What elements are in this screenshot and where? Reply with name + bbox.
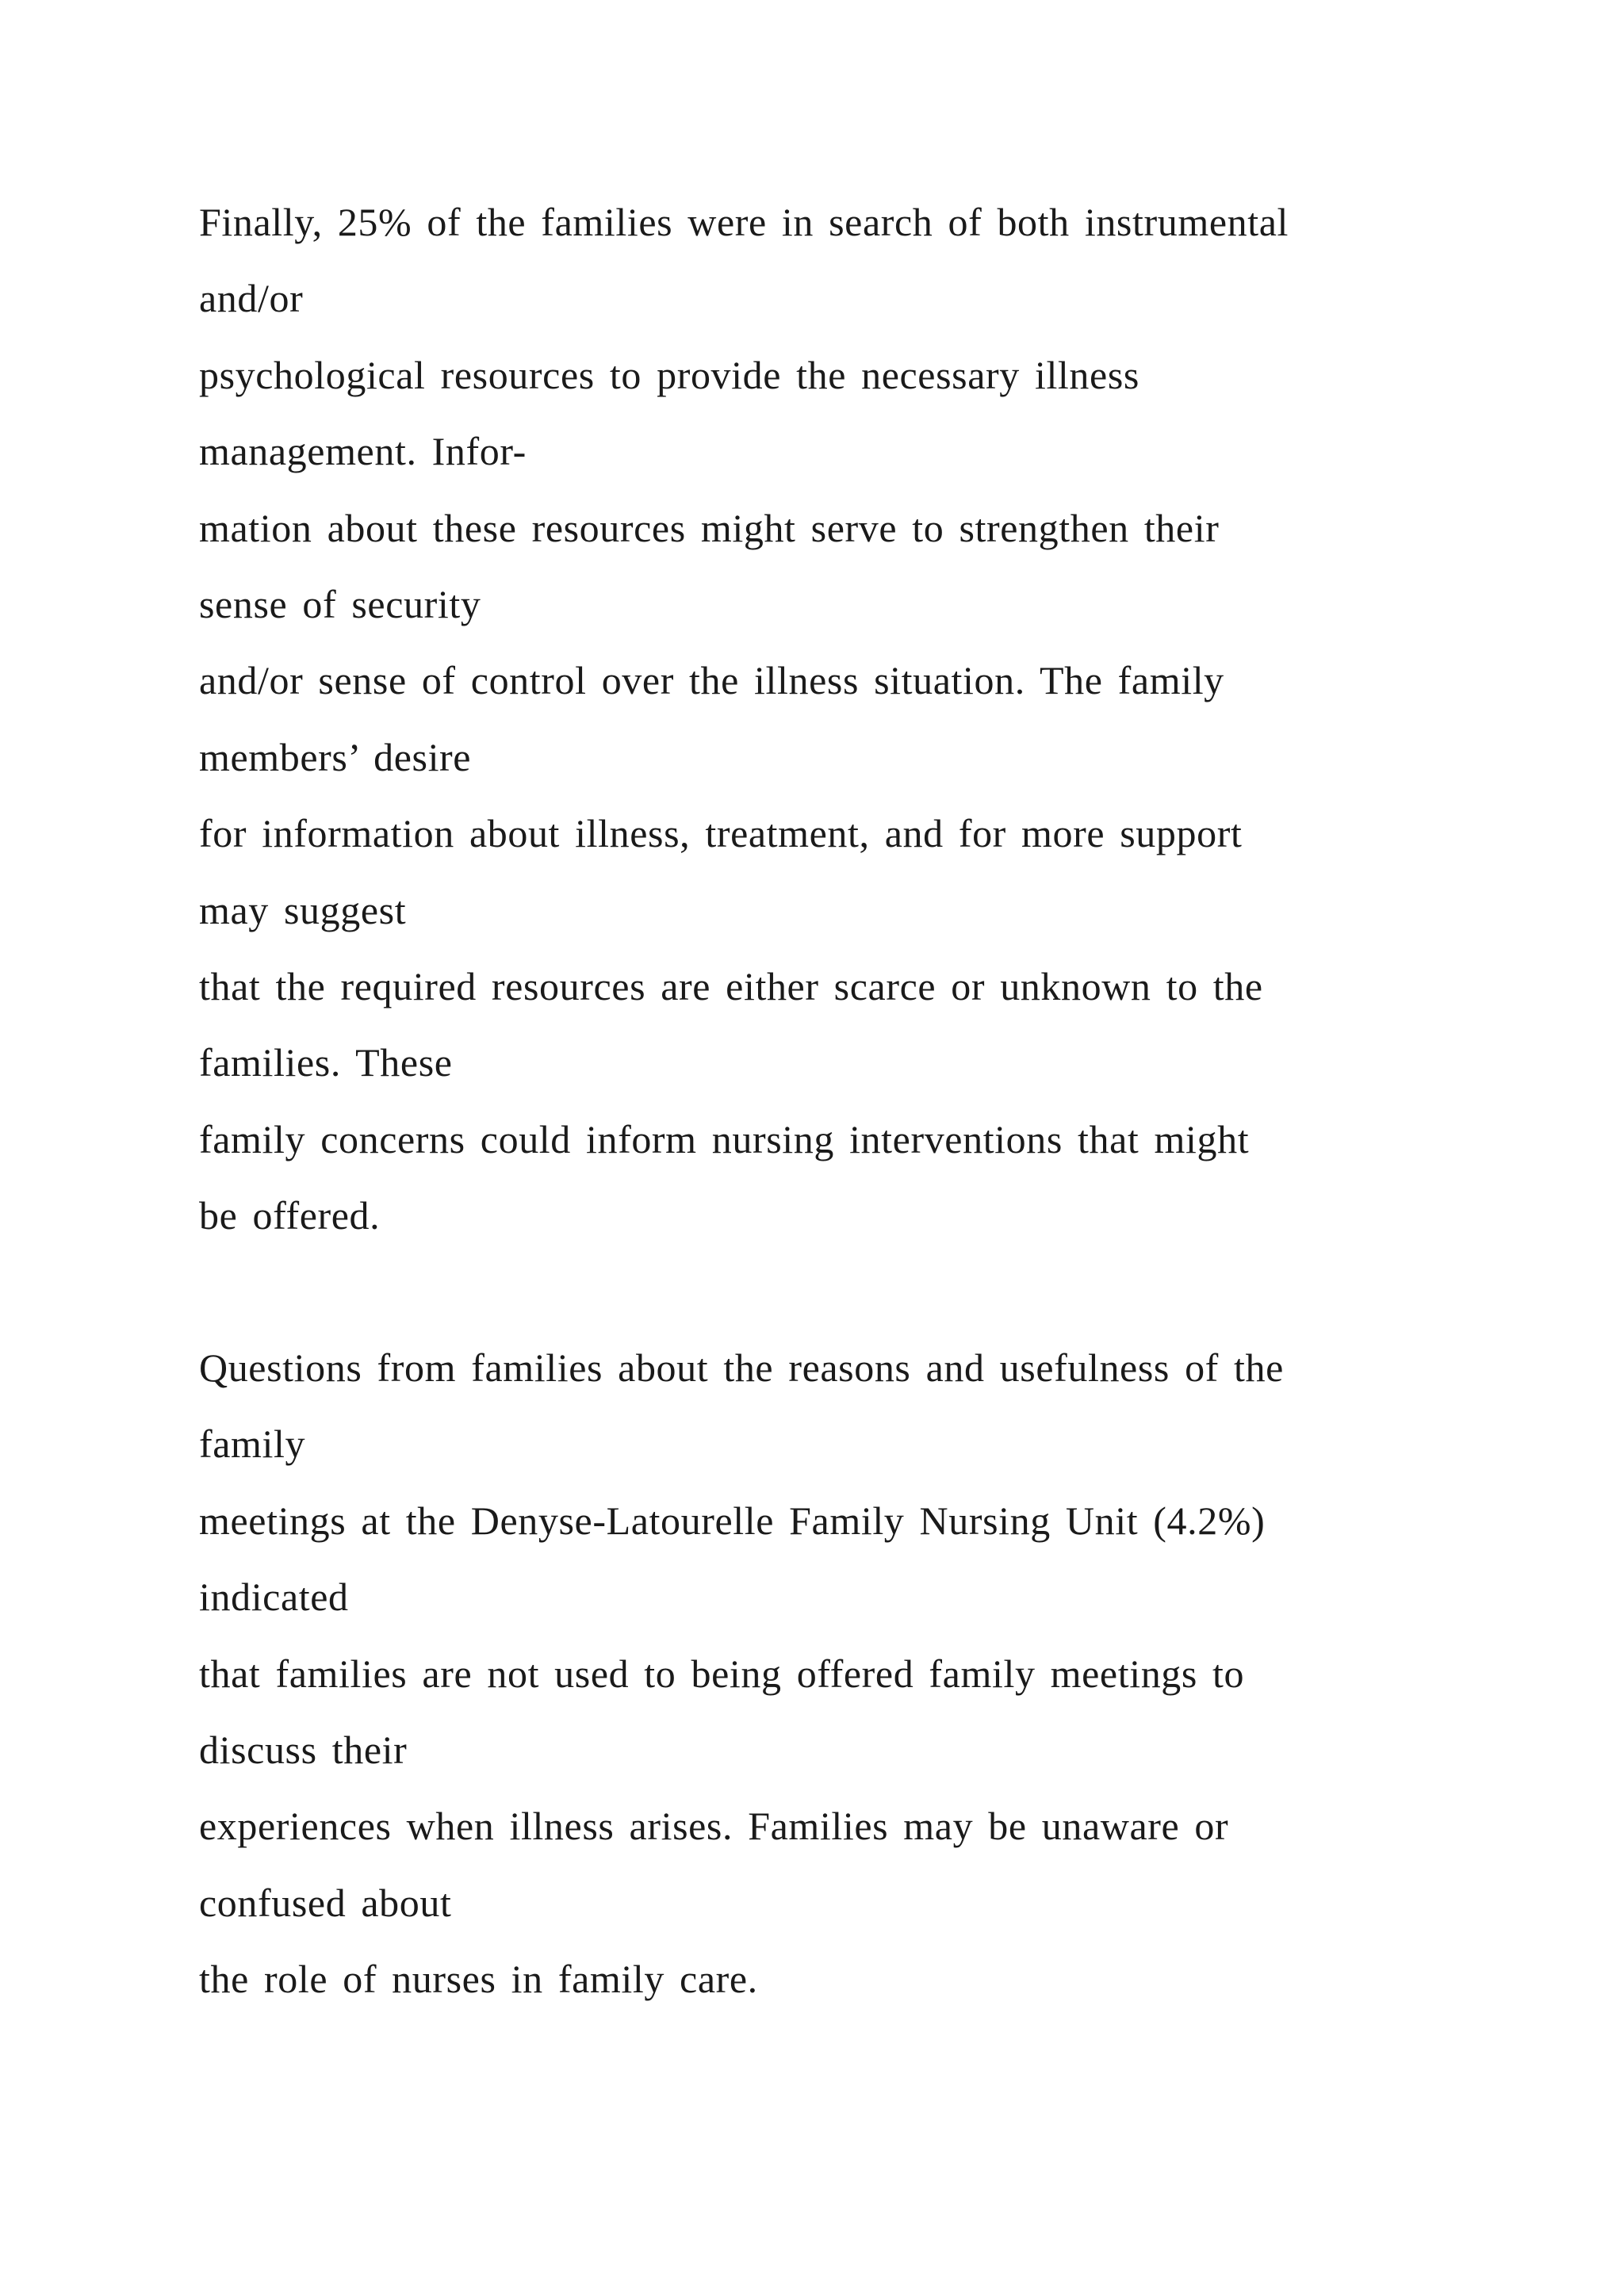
text-line: family concerns could inform nursing interventions that might xyxy=(199,1116,1250,1161)
text-line: discuss their xyxy=(199,1727,408,1772)
paragraph-family-meetings xyxy=(199,1330,1547,2018)
text-line: family xyxy=(199,1422,306,1467)
text-line: experiences when illness arises. Families may be unaware or xyxy=(199,1804,1229,1849)
text-line: indicated xyxy=(199,1575,349,1620)
text-line: and/or sense of control over the illness situation. The family xyxy=(199,658,1224,703)
text-line: may suggest xyxy=(199,887,407,932)
text-line: sense of security xyxy=(199,581,481,626)
text-line: psychological resources to provide the necessary illness xyxy=(199,352,1139,397)
text-line: meetings at the Denyse-Latourelle Family Nursing Unit (4.2%) xyxy=(199,1498,1266,1543)
text-line: that families are not used to being offered family meetings to xyxy=(199,1651,1245,1696)
text-line: be offered. xyxy=(199,1193,381,1238)
text-line: and/or xyxy=(199,276,304,321)
text-line: management. Infor- xyxy=(199,429,527,474)
text-line: Finally, 25% of the families were in search of both instrumental xyxy=(199,200,1289,244)
text-line: that the required resources are either scarce or unknown to the xyxy=(199,963,1263,1008)
text-line: the role of nurses in family care. xyxy=(199,1957,758,2002)
paragraph-family-resources xyxy=(199,184,1547,1253)
text-line: members’ desire xyxy=(199,734,472,779)
text-line: confused about xyxy=(199,1880,452,1925)
text-line: Questions from families about the reasons and usefulness of the xyxy=(199,1345,1284,1390)
text-line: families. These xyxy=(199,1040,453,1085)
text-line: for information about illness, treatment, and for more support xyxy=(199,811,1243,856)
text-line: mation about these resources might serve to strengthen their xyxy=(199,505,1220,550)
